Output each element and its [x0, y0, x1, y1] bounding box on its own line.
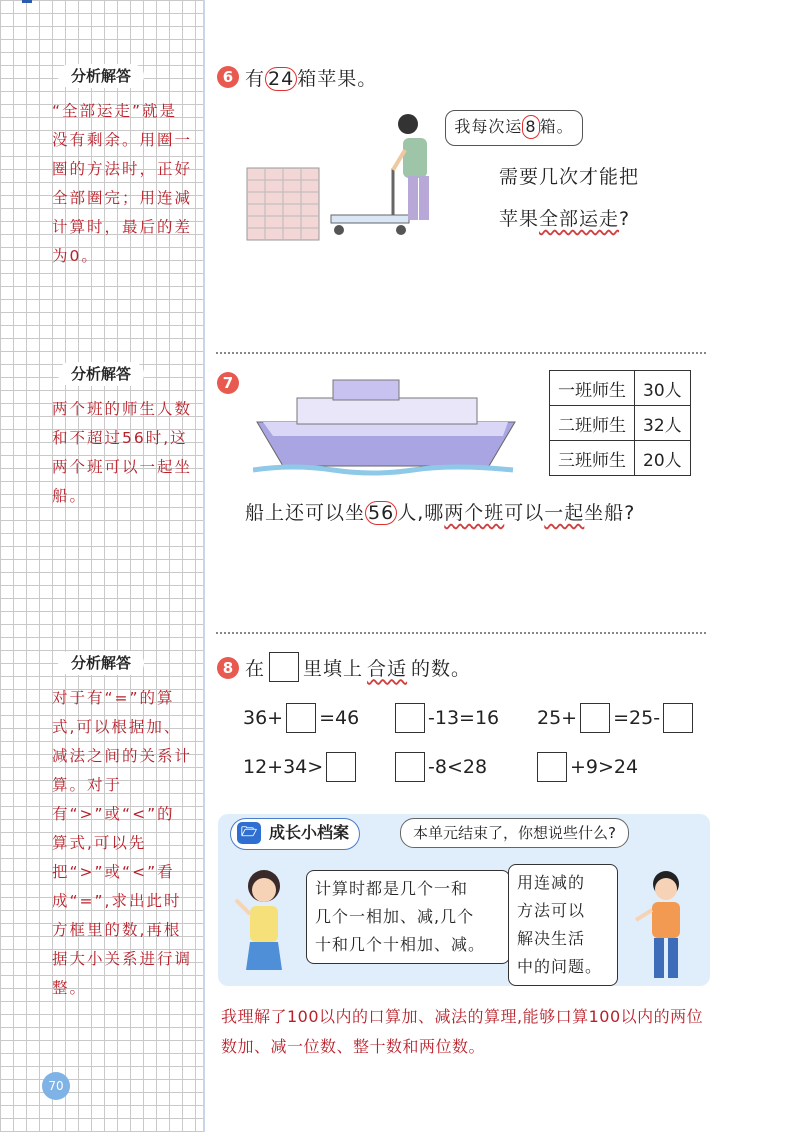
analysis-tag-2: 分析解答 — [58, 362, 144, 386]
q7-question — [245, 498, 635, 525]
boy-speech-bubble — [508, 864, 618, 986]
q6-text-pre: 有 — [245, 68, 266, 90]
q8-text-mid: 里填上 — [303, 657, 364, 680]
eq3-left: 25+ — [537, 707, 578, 729]
growth-title-text: 成长小档案 — [269, 823, 350, 842]
apple-crates — [247, 168, 319, 240]
growth-archive-panel — [218, 814, 710, 986]
bubble-circled-number: 8 — [522, 115, 539, 139]
answer-box[interactable] — [537, 752, 567, 782]
divider — [216, 352, 706, 354]
sidebar — [0, 0, 205, 1132]
corner-mark — [22, 0, 32, 3]
girl-line-2: 几个一相加、减,几个 — [315, 907, 475, 926]
class-count-cell: 20人 — [635, 441, 691, 476]
unit-summary: 我理解了100以内的口算加、减法的算理,能够口算100以内的两位数加、减一位数、整十数和两位数。 — [221, 1007, 704, 1056]
main-content — [203, 0, 800, 1132]
growth-question: 本单元结束了，你想说些什么? — [400, 818, 629, 848]
class-name-cell: 二班师生 — [550, 406, 635, 441]
question-7-number: 7 — [217, 372, 239, 394]
q7-text-mid2: 可以 — [504, 502, 545, 524]
answer-box[interactable] — [580, 703, 610, 733]
folder-icon: 🗁 — [237, 822, 261, 844]
bubble-text-pre: 我每次运 — [454, 117, 523, 136]
boy-line-2: 方法可以 — [517, 901, 586, 920]
eq2-right: -13=16 — [428, 707, 500, 729]
table-row — [550, 441, 691, 476]
q8-text-post: 的数。 — [411, 657, 472, 680]
girl-figure — [222, 864, 298, 986]
boy-line-4: 中的问题。 — [517, 957, 603, 976]
q6-wavy-text: 全部运走 — [539, 208, 620, 230]
analysis-note-1: “全部运走”就是没有剩余。用圈一圈的方法时，正好全部圈完；用连减计算时，最后的差为0。 — [52, 102, 193, 265]
q7-text-post: 坐船? — [584, 502, 636, 524]
ship-illustration — [253, 372, 523, 477]
analysis-note-2: 两个班的师生人数和不超过56时,这两个班可以一起坐船。 — [52, 400, 193, 505]
answer-box[interactable] — [395, 703, 425, 733]
q7-wavy-1: 两个班 — [444, 502, 505, 524]
question-6-text — [245, 64, 377, 91]
worker-speech-bubble — [445, 110, 583, 146]
class-table — [549, 370, 691, 476]
equation-5 — [395, 752, 487, 782]
girl-line-3: 十和几个十相加、减。 — [315, 935, 486, 954]
q8-wavy-text: 合适 — [367, 657, 408, 680]
growth-title — [230, 818, 360, 850]
table-row — [550, 406, 691, 441]
boy-line-3: 解决生活 — [517, 929, 586, 948]
q6-question-line-1: 需要几次才能把 — [499, 166, 640, 188]
bubble-text-post: 箱。 — [539, 117, 574, 136]
eq6-right: +9>24 — [570, 756, 639, 778]
q8-instruction — [245, 652, 471, 682]
answer-box[interactable] — [663, 703, 693, 733]
girl-line-1: 计算时都是几个一和 — [315, 879, 469, 898]
question-8-number: 8 — [217, 657, 239, 679]
q7-text-pre: 船上还可以坐 — [245, 502, 366, 524]
page-number: 70 — [42, 1072, 70, 1100]
cart — [331, 168, 409, 235]
worker-figure — [393, 114, 429, 220]
class-count-cell: 32人 — [635, 406, 691, 441]
eq3-mid: =25- — [613, 707, 661, 729]
analysis-tag-1: 分析解答 — [58, 64, 144, 88]
answer-box[interactable] — [286, 703, 316, 733]
equation-2 — [395, 703, 499, 733]
boy-line-1: 用连减的 — [517, 873, 586, 892]
answer-box — [269, 652, 299, 682]
answer-box[interactable] — [326, 752, 356, 782]
class-count-cell: 30人 — [635, 371, 691, 406]
boy-figure — [624, 864, 704, 986]
equation-3 — [537, 703, 693, 733]
q8-text-pre: 在 — [245, 657, 266, 680]
eq1-right: =46 — [319, 707, 360, 729]
girl-speech-bubble — [306, 870, 510, 964]
equation-1 — [243, 703, 359, 733]
q7-wavy-2: 一起 — [544, 502, 585, 524]
q6-line2-pre: 苹果 — [499, 208, 540, 230]
eq1-left: 36+ — [243, 707, 284, 729]
eq4-left: 12+34> — [243, 756, 324, 778]
q6-question-line-2 — [499, 204, 630, 231]
equation-4 — [243, 752, 356, 782]
divider — [216, 632, 706, 634]
q7-text-mid: 人,哪 — [397, 502, 445, 524]
q6-circled-number: 24 — [265, 67, 297, 91]
eq5-right: -8<28 — [428, 756, 488, 778]
q6-text-post: 箱苹果。 — [297, 68, 378, 90]
class-name-cell: 一班师生 — [550, 371, 635, 406]
answer-box[interactable] — [395, 752, 425, 782]
class-name-cell: 三班师生 — [550, 441, 635, 476]
table-row — [550, 371, 691, 406]
equation-6 — [537, 752, 638, 782]
q6-line2-post: ? — [619, 208, 631, 230]
question-6-number: 6 — [217, 66, 239, 88]
q7-circled-number: 56 — [365, 501, 397, 525]
analysis-note-3: 对于有“=”的算式,可以根据加、减法之间的关系计算。对于有“>”或“<”的算式,可以先把“>”或“<”看成“=”,求出此时方框里的数,再根据大小关系进行调整。 — [52, 689, 193, 997]
analysis-tag-3: 分析解答 — [58, 651, 144, 675]
